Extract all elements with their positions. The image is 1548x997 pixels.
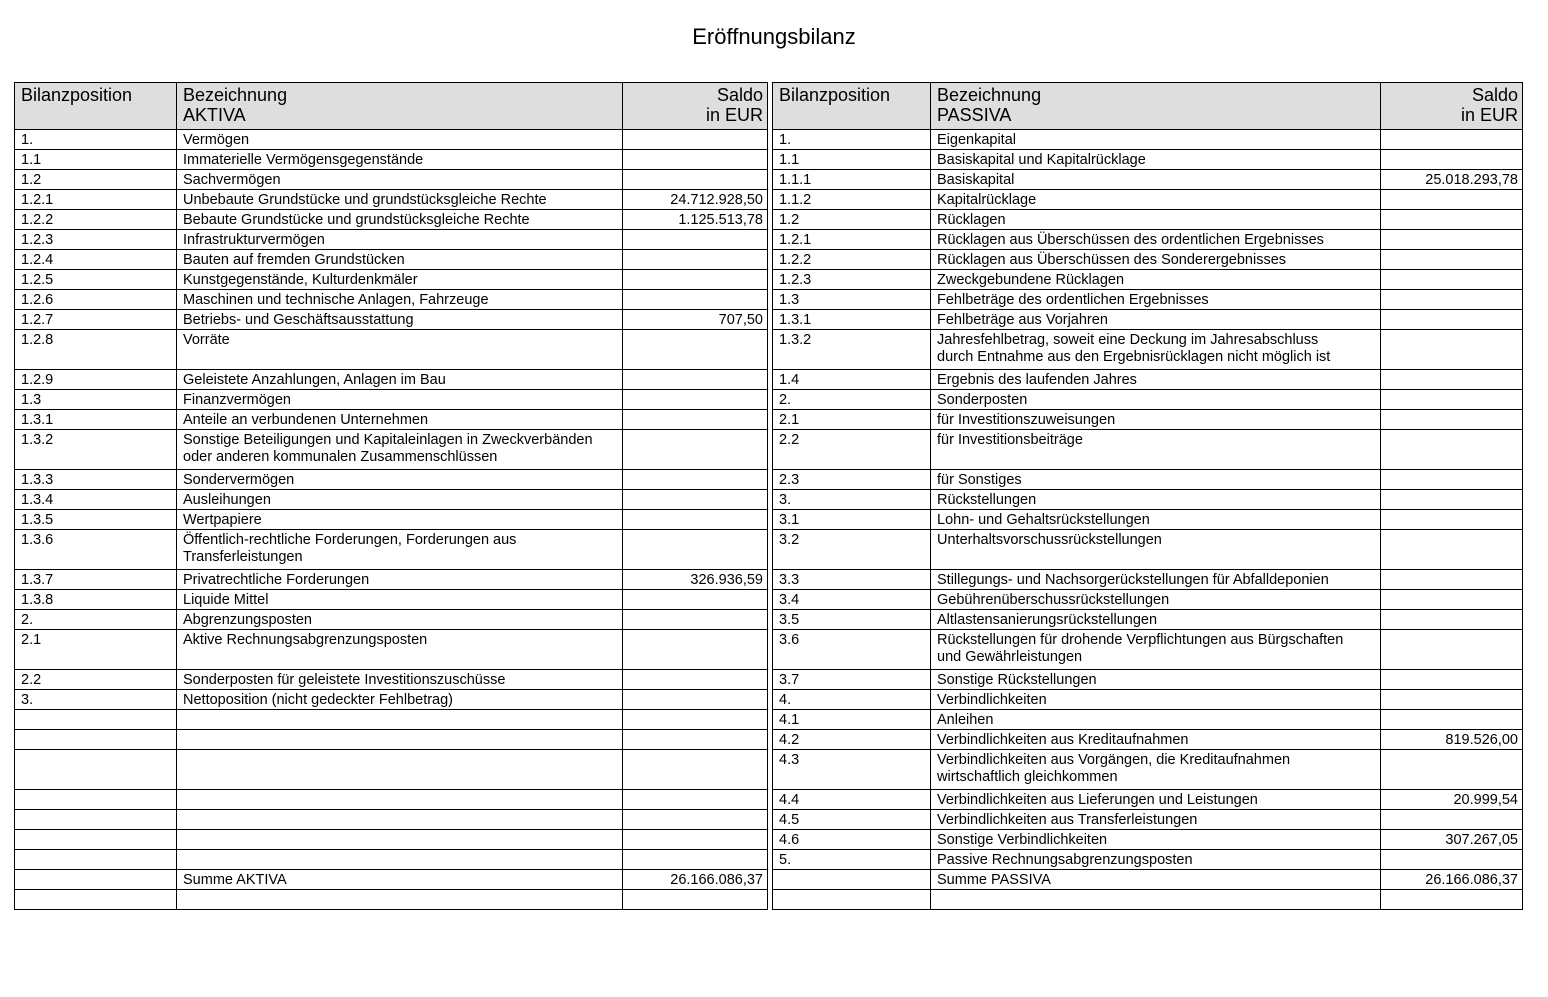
cell-saldo (1381, 610, 1523, 630)
cell-saldo (623, 750, 768, 790)
cell-saldo (623, 270, 768, 290)
cell-saldo (1381, 850, 1523, 870)
cell-bilanzposition: 1.2.5 (15, 270, 177, 290)
cell-bilanzposition: 1.2.1 (773, 230, 931, 250)
cell-bezeichnung (177, 750, 623, 790)
table-row (15, 730, 768, 750)
cell-saldo (1381, 750, 1523, 790)
cell-saldo (623, 610, 768, 630)
cell-bezeichnung: Basiskapital und Kapitalrücklage (931, 150, 1381, 170)
cell-bilanzposition (15, 810, 177, 830)
table-row (15, 130, 768, 150)
cell-bilanzposition: 1.2.6 (15, 290, 177, 310)
cell-saldo (623, 590, 768, 610)
cell-bilanzposition: 2.1 (15, 630, 177, 670)
table-row (773, 710, 1523, 730)
cell-saldo (1381, 670, 1523, 690)
table-row (15, 670, 768, 690)
table-row (773, 750, 1523, 790)
cell-bezeichnung: für Investitionsbeiträge (931, 430, 1381, 470)
cell-bezeichnung: Lohn- und Gehaltsrückstellungen (931, 510, 1381, 530)
table-row (15, 410, 768, 430)
cell-bilanzposition: 3.5 (773, 610, 931, 630)
passiva-header-row (773, 83, 1523, 130)
cell-bilanzposition: 2. (15, 610, 177, 630)
cell-saldo (623, 730, 768, 750)
cell-bezeichnung: Vermögen (177, 130, 623, 150)
cell-bilanzposition: 3. (773, 490, 931, 510)
table-row (773, 570, 1523, 590)
cell-bezeichnung: Anleihen (931, 710, 1381, 730)
cell-bezeichnung: Stillegungs- und Nachsorgerückstellungen für Abfalldeponien (931, 570, 1381, 590)
cell-bezeichnung: Nettoposition (nicht gedeckter Fehlbetrag) (177, 690, 623, 710)
table-row (15, 610, 768, 630)
cell-bilanzposition: 3.3 (773, 570, 931, 590)
cell-bezeichnung: Sonderposten (931, 390, 1381, 410)
cell-bezeichnung (177, 890, 623, 910)
cell-saldo (1381, 130, 1523, 150)
cell-bilanzposition: 1.3.5 (15, 510, 177, 530)
cell-saldo (1381, 590, 1523, 610)
table-row (773, 610, 1523, 630)
cell-bezeichnung: für Investitionszuweisungen (931, 410, 1381, 430)
cell-bilanzposition (773, 870, 931, 890)
cell-bilanzposition: 1.2.2 (773, 250, 931, 270)
cell-bezeichnung: Sonstige Verbindlichkeiten (931, 830, 1381, 850)
cell-saldo (1381, 190, 1523, 210)
cell-bilanzposition (15, 890, 177, 910)
cell-bilanzposition (15, 830, 177, 850)
cell-saldo (1381, 710, 1523, 730)
aktiva-rows (15, 130, 768, 910)
cell-saldo (1381, 630, 1523, 670)
cell-bezeichnung: Verbindlichkeiten (931, 690, 1381, 710)
cell-bilanzposition: 2. (773, 390, 931, 410)
table-row (15, 430, 768, 470)
cell-saldo: 1.125.513,78 (623, 210, 768, 230)
table-row (773, 670, 1523, 690)
table-row (15, 270, 768, 290)
cell-bilanzposition: 1.3 (773, 290, 931, 310)
table-row (15, 190, 768, 210)
cell-bezeichnung: Aktive Rechnungsabgrenzungsposten (177, 630, 623, 670)
cell-bilanzposition: 1.3.7 (15, 570, 177, 590)
cell-saldo (1381, 150, 1523, 170)
cell-bilanzposition: 4.6 (773, 830, 931, 850)
table-row (773, 810, 1523, 830)
table-row (773, 410, 1523, 430)
cell-bilanzposition: 4.1 (773, 710, 931, 730)
cell-saldo (623, 690, 768, 710)
cell-bilanzposition: 1.2.2 (15, 210, 177, 230)
cell-saldo (623, 670, 768, 690)
cell-bezeichnung: Fehlbeträge aus Vorjahren (931, 310, 1381, 330)
table-row (15, 230, 768, 250)
cell-bezeichnung: Kunstgegenstände, Kulturdenkmäler (177, 270, 623, 290)
cell-bilanzposition: 1.2.8 (15, 330, 177, 370)
cell-bilanzposition: 1.2.3 (773, 270, 931, 290)
cell-saldo (623, 630, 768, 670)
cell-saldo: 25.018.293,78 (1381, 170, 1523, 190)
cell-bezeichnung: Fehlbeträge des ordentlichen Ergebnisses (931, 290, 1381, 310)
cell-bezeichnung: Zweckgebundene Rücklagen (931, 270, 1381, 290)
table-row (773, 210, 1523, 230)
cell-bilanzposition (773, 890, 931, 910)
cell-bilanzposition: 1. (15, 130, 177, 150)
cell-bezeichnung: Bauten auf fremden Grundstücken (177, 250, 623, 270)
table-row (15, 470, 768, 490)
cell-bezeichnung: Passive Rechnungsabgrenzungsposten (931, 850, 1381, 870)
cell-bilanzposition: 1.2.4 (15, 250, 177, 270)
table-row (773, 730, 1523, 750)
cell-bezeichnung: Geleistete Anzahlungen, Anlagen im Bau (177, 370, 623, 390)
cell-bezeichnung: Wertpapiere (177, 510, 623, 530)
cell-bezeichnung: Vorräte (177, 330, 623, 370)
cell-bezeichnung (177, 730, 623, 750)
table-row (773, 890, 1523, 910)
cell-saldo (1381, 570, 1523, 590)
table-row (773, 150, 1523, 170)
cell-saldo (623, 470, 768, 490)
cell-bezeichnung: Sonstige Beteiligungen und Kapitaleinlagen in Zweckverbänden oder anderen kommunalen Zusammenschlüssen (177, 430, 623, 470)
cell-saldo (1381, 250, 1523, 270)
cell-bilanzposition: 2.1 (773, 410, 931, 430)
cell-saldo (623, 150, 768, 170)
table-row (773, 790, 1523, 810)
cell-bezeichnung: Unbebaute Grundstücke und grundstücksgleiche Rechte (177, 190, 623, 210)
cell-saldo: 20.999,54 (1381, 790, 1523, 810)
header-bezeichnung: Bezeichnung PASSIVA (931, 83, 1381, 130)
table-row (15, 290, 768, 310)
table-row (15, 490, 768, 510)
cell-bilanzposition: 1.1.2 (773, 190, 931, 210)
cell-saldo (1381, 390, 1523, 410)
cell-bilanzposition: 1.3.1 (15, 410, 177, 430)
cell-bezeichnung: Verbindlichkeiten aus Transferleistungen (931, 810, 1381, 830)
table-row (15, 690, 768, 710)
cell-saldo (623, 530, 768, 570)
table-row (773, 530, 1523, 570)
cell-bezeichnung: Verbindlichkeiten aus Vorgängen, die Kreditaufnahmen wirtschaftlich gleichkommen (931, 750, 1381, 790)
cell-bezeichnung: Verbindlichkeiten aus Kreditaufnahmen (931, 730, 1381, 750)
table-row (15, 390, 768, 410)
page-title: Eröffnungsbilanz (692, 24, 856, 49)
cell-saldo (623, 410, 768, 430)
cell-saldo: 26.166.086,37 (1381, 870, 1523, 890)
table-row (773, 430, 1523, 470)
cell-bilanzposition: 1.2.9 (15, 370, 177, 390)
cell-saldo (623, 230, 768, 250)
table-row (15, 710, 768, 730)
cell-bilanzposition: 1.2 (773, 210, 931, 230)
table-row (773, 830, 1523, 850)
cell-bilanzposition: 4.2 (773, 730, 931, 750)
table-row (773, 870, 1523, 890)
cell-bezeichnung: für Sonstiges (931, 470, 1381, 490)
cell-bilanzposition: 3. (15, 690, 177, 710)
cell-saldo (623, 430, 768, 470)
table-row (773, 130, 1523, 150)
cell-bilanzposition (15, 850, 177, 870)
header-bezeichnung: Bezeichnung AKTIVA (177, 83, 623, 130)
table-row (15, 870, 768, 890)
table-row (15, 810, 768, 830)
cell-bilanzposition: 1.3.2 (773, 330, 931, 370)
cell-saldo (623, 250, 768, 270)
table-row (773, 690, 1523, 710)
cell-bilanzposition: 1.1.1 (773, 170, 931, 190)
header-bilanzposition: Bilanzposition (773, 83, 931, 130)
cell-saldo (1381, 290, 1523, 310)
cell-saldo (1381, 430, 1523, 470)
cell-bezeichnung: Kapitalrücklage (931, 190, 1381, 210)
cell-bezeichnung: Privatrechtliche Forderungen (177, 570, 623, 590)
cell-bilanzposition: 4.4 (773, 790, 931, 810)
cell-saldo (1381, 530, 1523, 570)
cell-bilanzposition: 2.3 (773, 470, 931, 490)
table-row (773, 290, 1523, 310)
cell-saldo (1381, 810, 1523, 830)
table-row (15, 750, 768, 790)
table-row (15, 150, 768, 170)
cell-bilanzposition (15, 750, 177, 790)
cell-bilanzposition (15, 790, 177, 810)
cell-saldo (623, 850, 768, 870)
cell-saldo (623, 510, 768, 530)
table-row (773, 630, 1523, 670)
cell-saldo: 707,50 (623, 310, 768, 330)
table-row (773, 190, 1523, 210)
table-row (773, 370, 1523, 390)
table-row (773, 170, 1523, 190)
cell-saldo (623, 330, 768, 370)
cell-saldo (623, 290, 768, 310)
cell-bezeichnung (177, 710, 623, 730)
cell-bilanzposition: 3.7 (773, 670, 931, 690)
cell-bezeichnung: Rücklagen aus Überschüssen des ordentlichen Ergebnisses (931, 230, 1381, 250)
cell-bezeichnung: Sonstige Rückstellungen (931, 670, 1381, 690)
cell-bilanzposition: 2.2 (773, 430, 931, 470)
cell-saldo (623, 890, 768, 910)
cell-bilanzposition: 4.3 (773, 750, 931, 790)
cell-bezeichnung: Altlastensanierungsrückstellungen (931, 610, 1381, 630)
table-row (773, 270, 1523, 290)
header-bilanzposition: Bilanzposition (15, 83, 177, 130)
cell-bilanzposition (15, 710, 177, 730)
cell-bezeichnung: Summe PASSIVA (931, 870, 1381, 890)
table-row (15, 170, 768, 190)
header-saldo: Saldo in EUR (623, 83, 768, 130)
table-row (15, 510, 768, 530)
table-row (15, 370, 768, 390)
cell-bezeichnung: Rücklagen aus Überschüssen des Sonderergebnisses (931, 250, 1381, 270)
cell-bilanzposition: 1.1 (773, 150, 931, 170)
cell-bezeichnung: Jahresfehlbetrag, soweit eine Deckung im Jahresabschluss durch Entnahme aus den Ergebnisrücklagen nicht möglich ist (931, 330, 1381, 370)
table-row (15, 830, 768, 850)
cell-saldo: 326.936,59 (623, 570, 768, 590)
cell-bezeichnung: Ergebnis des laufenden Jahres (931, 370, 1381, 390)
cell-saldo (1381, 410, 1523, 430)
table-row (773, 490, 1523, 510)
table-row (15, 570, 768, 590)
cell-bilanzposition: 3.1 (773, 510, 931, 530)
cell-bezeichnung: Sonderposten für geleistete Investitionszuschüsse (177, 670, 623, 690)
cell-bilanzposition: 1.4 (773, 370, 931, 390)
table-row (15, 590, 768, 610)
table-row (773, 850, 1523, 870)
table-row (773, 330, 1523, 370)
table-row (15, 250, 768, 270)
cell-bilanzposition: 3.2 (773, 530, 931, 570)
cell-bezeichnung: Liquide Mittel (177, 590, 623, 610)
table-row (15, 890, 768, 910)
cell-saldo (1381, 890, 1523, 910)
cell-bilanzposition: 1.3.6 (15, 530, 177, 570)
cell-bilanzposition: 1.3.1 (773, 310, 931, 330)
cell-bilanzposition: 1.2 (15, 170, 177, 190)
cell-bezeichnung: Abgrenzungsposten (177, 610, 623, 630)
table-row (773, 510, 1523, 530)
cell-bilanzposition: 3.4 (773, 590, 931, 610)
cell-bilanzposition: 1.3.4 (15, 490, 177, 510)
cell-bezeichnung: Finanzvermögen (177, 390, 623, 410)
cell-bilanzposition: 2.2 (15, 670, 177, 690)
cell-bezeichnung: Sondervermögen (177, 470, 623, 490)
cell-bezeichnung (177, 830, 623, 850)
cell-bezeichnung: Verbindlichkeiten aus Lieferungen und Leistungen (931, 790, 1381, 810)
table-row (773, 250, 1523, 270)
table-row (773, 230, 1523, 250)
cell-bilanzposition: 1.3.8 (15, 590, 177, 610)
cell-saldo (1381, 470, 1523, 490)
cell-bilanzposition: 1. (773, 130, 931, 150)
cell-bilanzposition: 5. (773, 850, 931, 870)
cell-bezeichnung: Summe AKTIVA (177, 870, 623, 890)
cell-bezeichnung: Eigenkapital (931, 130, 1381, 150)
cell-saldo (1381, 310, 1523, 330)
cell-saldo (623, 790, 768, 810)
cell-saldo (623, 370, 768, 390)
cell-bezeichnung: Maschinen und technische Anlagen, Fahrzeuge (177, 290, 623, 310)
cell-saldo (1381, 210, 1523, 230)
cell-saldo: 26.166.086,37 (623, 870, 768, 890)
aktiva-table (14, 82, 768, 910)
cell-bezeichnung: Infrastrukturvermögen (177, 230, 623, 250)
table-row (15, 630, 768, 670)
cell-saldo (1381, 330, 1523, 370)
cell-bilanzposition: 1.2.7 (15, 310, 177, 330)
passiva-rows (773, 130, 1523, 910)
cell-saldo (1381, 510, 1523, 530)
table-row (15, 210, 768, 230)
cell-bilanzposition: 1.3.2 (15, 430, 177, 470)
cell-bezeichnung: Gebührenüberschussrückstellungen (931, 590, 1381, 610)
table-row (15, 310, 768, 330)
cell-saldo (1381, 690, 1523, 710)
cell-saldo (623, 490, 768, 510)
cell-bilanzposition: 1.3.3 (15, 470, 177, 490)
cell-bezeichnung: Rücklagen (931, 210, 1381, 230)
cell-bezeichnung: Sachvermögen (177, 170, 623, 190)
cell-saldo (1381, 230, 1523, 250)
cell-saldo (623, 130, 768, 150)
cell-bilanzposition: 3.6 (773, 630, 931, 670)
cell-bezeichnung (931, 890, 1381, 910)
cell-saldo (1381, 370, 1523, 390)
cell-bezeichnung: Rückstellungen für drohende Verpflichtungen aus Bürgschaften und Gewährleistungen (931, 630, 1381, 670)
cell-bezeichnung (177, 790, 623, 810)
table-row (773, 470, 1523, 490)
cell-bilanzposition (15, 730, 177, 750)
cell-bezeichnung: Öffentlich-rechtliche Forderungen, Forderungen aus Transferleistungen (177, 530, 623, 570)
cell-bezeichnung: Bebaute Grundstücke und grundstücksgleiche Rechte (177, 210, 623, 230)
table-row (773, 310, 1523, 330)
cell-bilanzposition: 1.2.3 (15, 230, 177, 250)
cell-saldo: 24.712.928,50 (623, 190, 768, 210)
header-saldo: Saldo in EUR (1381, 83, 1523, 130)
cell-saldo (623, 830, 768, 850)
table-row (15, 850, 768, 870)
cell-saldo (623, 810, 768, 830)
cell-bilanzposition: 1.3 (15, 390, 177, 410)
table-row (773, 390, 1523, 410)
cell-bilanzposition: 1.1 (15, 150, 177, 170)
cell-bezeichnung: Rückstellungen (931, 490, 1381, 510)
cell-bilanzposition: 4. (773, 690, 931, 710)
cell-bilanzposition: 4.5 (773, 810, 931, 830)
table-row (15, 790, 768, 810)
cell-bilanzposition: 1.2.1 (15, 190, 177, 210)
cell-bezeichnung: Basiskapital (931, 170, 1381, 190)
cell-bezeichnung: Ausleihungen (177, 490, 623, 510)
cell-bezeichnung (177, 850, 623, 870)
aktiva-header-row (15, 83, 768, 130)
cell-bilanzposition (15, 870, 177, 890)
table-row (15, 530, 768, 570)
cell-bezeichnung (177, 810, 623, 830)
cell-saldo (1381, 270, 1523, 290)
cell-saldo (623, 390, 768, 410)
cell-bezeichnung: Unterhaltsvorschussrückstellungen (931, 530, 1381, 570)
cell-bezeichnung: Anteile an verbundenen Unternehmen (177, 410, 623, 430)
cell-bezeichnung: Immaterielle Vermögensgegenstände (177, 150, 623, 170)
cell-saldo (623, 170, 768, 190)
cell-saldo (623, 710, 768, 730)
table-row (15, 330, 768, 370)
passiva-table (772, 82, 1523, 910)
cell-saldo (1381, 490, 1523, 510)
cell-saldo: 819.526,00 (1381, 730, 1523, 750)
cell-saldo: 307.267,05 (1381, 830, 1523, 850)
cell-bezeichnung: Betriebs- und Geschäftsausstattung (177, 310, 623, 330)
table-row (773, 590, 1523, 610)
